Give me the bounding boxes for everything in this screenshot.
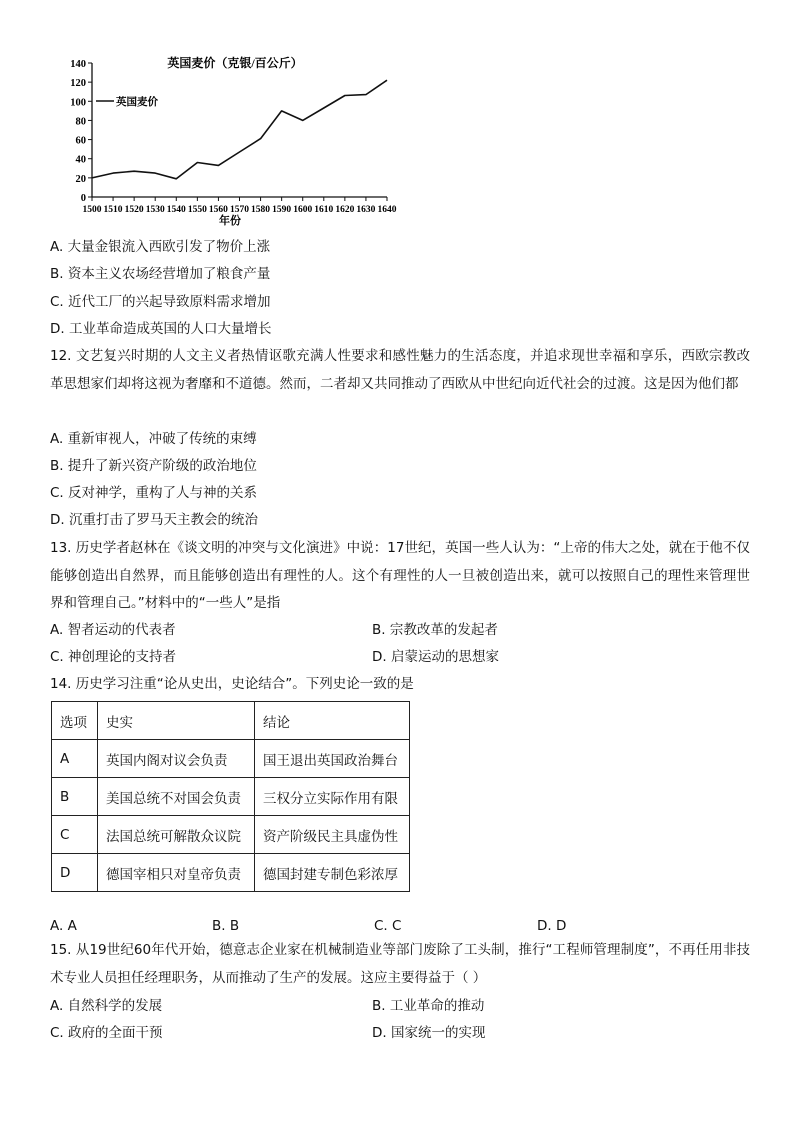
table-row [52, 854, 410, 892]
x-tick-label: 1530 [145, 204, 166, 214]
table-header-row [52, 702, 410, 740]
q11-option-d[interactable]: D. 工业革命造成英国的人口大量增长 [50, 321, 272, 337]
x-axis-label: 年份 [219, 215, 241, 227]
table-cell: 资产阶级民主具虚伪性 [255, 816, 410, 854]
chart-series [92, 80, 387, 179]
y-tick-label: 120 [70, 78, 86, 90]
x-tick-label: 1640 [377, 204, 398, 214]
x-tick-label: 1620 [335, 204, 355, 214]
y-tick-label: 100 [70, 97, 86, 109]
chart-title: 英国麦价（克银/百公斤） [167, 56, 303, 70]
table-header-cell: 结论 [255, 702, 410, 740]
y-tick-label: 60 [75, 135, 86, 147]
x-tick-label: 1550 [187, 204, 208, 214]
q15-option-c[interactable]: C. 政府的全面干预 [50, 1025, 163, 1041]
chart-x-ticks [83, 197, 398, 214]
x-tick-label: 1630 [356, 204, 376, 214]
q12-option-c[interactable]: C. 反对神学，重构了人与神的关系 [50, 485, 258, 501]
table-row [52, 816, 410, 854]
table-row [52, 740, 410, 778]
table-cell: 国王退出英国政治舞台 [255, 740, 410, 778]
q12-option-b[interactable]: B. 提升了新兴资产阶级的政治地位 [50, 458, 257, 474]
series-line-wheat-price [92, 80, 387, 179]
q15-option-a[interactable]: A. 自然科学的发展 [50, 998, 163, 1014]
x-tick-label: 1520 [124, 204, 145, 214]
legend-label: 英国麦价 [116, 97, 158, 108]
chart-axes [92, 63, 387, 197]
q13-option-a[interactable]: A. 智者运动的代表者 [50, 622, 176, 638]
table-cell: 英国内阁对议会负责 [98, 740, 255, 778]
y-tick-label: 80 [75, 116, 86, 128]
q14-stem: 14. 历史学习注重“论从史出，史论结合”。下列史论一致的是 [50, 676, 414, 692]
q13-stem: 13. 历史学者赵林在《谈文明的冲突与文化演进》中说：17世纪，英国一些人认为：“上帝的伟大之处，就在于他不仅能够创造出自然界，而且能够创造出有理性的人。这个有理性的人一旦被创造出来，就可以按照自己的理性来管理世界和管理自己。”材料中的“一些人”是指 [50, 540, 750, 611]
table-cell: C [52, 816, 98, 854]
y-tick-label: 20 [75, 173, 86, 185]
table-cell: D [52, 854, 98, 892]
q15-option-b[interactable]: B. 工业革命的推动 [372, 998, 485, 1014]
chart-legend [96, 95, 158, 108]
y-tick-label: 0 [80, 193, 86, 204]
q15-option-d[interactable]: D. 国家统一的实现 [372, 1025, 486, 1041]
q14-option-a[interactable]: A. A [50, 918, 77, 934]
q11-option-b[interactable]: B. 资本主义农场经营增加了粮食产量 [50, 266, 271, 282]
table-header-cell: 史实 [98, 702, 255, 740]
x-tick-label: 1510 [103, 204, 124, 214]
q13-option-d[interactable]: D. 启蒙运动的思想家 [372, 649, 499, 665]
x-tick-label: 1560 [208, 204, 229, 214]
q12-stem: 12. 文艺复兴时期的人文主义者热情讴歌充满人性要求和感性魅力的生活态度，并追求现世幸福和享乐，西欧宗教改革思想家们却将这视为奢靡和不道德。然而，二者却又共同推动了西欧从中世纪向近代社会的过渡。这是因为他们都 [50, 348, 750, 392]
chart-y-ticks [70, 59, 92, 204]
table-cell: B [52, 778, 98, 816]
table-row [52, 778, 410, 816]
q14-table [51, 701, 410, 892]
x-tick-label: 1600 [293, 204, 313, 214]
wheat-price-chart [60, 50, 400, 230]
table-cell: 三权分立实际作用有限 [255, 778, 410, 816]
x-tick-label: 1540 [166, 204, 187, 214]
q14-option-d[interactable]: D. D [537, 918, 567, 934]
x-tick-label: 1580 [251, 204, 271, 214]
q15-stem: 15. 从19世纪60年代开始，德意志企业家在机械制造业等部门废除了工头制，推行“工程师管理制度”，不再任用非技术专业人员担任经理职务，从而推动了生产的发展。这应主要得益于（ ） [50, 942, 750, 986]
q13-option-b[interactable]: B. 宗教改革的发起者 [372, 622, 498, 638]
table-cell: A [52, 740, 98, 778]
q14-option-c[interactable]: C. C [374, 918, 402, 934]
table-cell: 德国封建专制色彩浓厚 [255, 854, 410, 892]
x-tick-label: 1570 [230, 204, 250, 214]
table-header-cell: 选项 [52, 702, 98, 740]
q11-option-c[interactable]: C. 近代工厂的兴起导致原料需求增加 [50, 294, 271, 310]
y-tick-label: 140 [70, 59, 86, 70]
y-tick-label: 40 [75, 154, 86, 166]
table-cell: 德国宰相只对皇帝负责 [98, 854, 255, 892]
x-tick-label: 1590 [272, 204, 292, 214]
q12-option-d[interactable]: D. 沉重打击了罗马天主教会的统治 [50, 512, 258, 528]
q12-option-a[interactable]: A. 重新审视人，冲破了传统的束缚 [50, 431, 257, 447]
q11-option-a[interactable]: A. 大量金银流入西欧引发了物价上涨 [50, 239, 271, 255]
x-tick-label: 1610 [314, 204, 334, 214]
q13-option-c[interactable]: C. 神创理论的支持者 [50, 649, 177, 665]
table-cell: 法国总统可解散众议院 [98, 816, 255, 854]
table-cell: 美国总统不对国会负责 [98, 778, 255, 816]
x-tick-label: 1500 [82, 204, 103, 214]
q14-option-b[interactable]: B. B [212, 918, 240, 934]
